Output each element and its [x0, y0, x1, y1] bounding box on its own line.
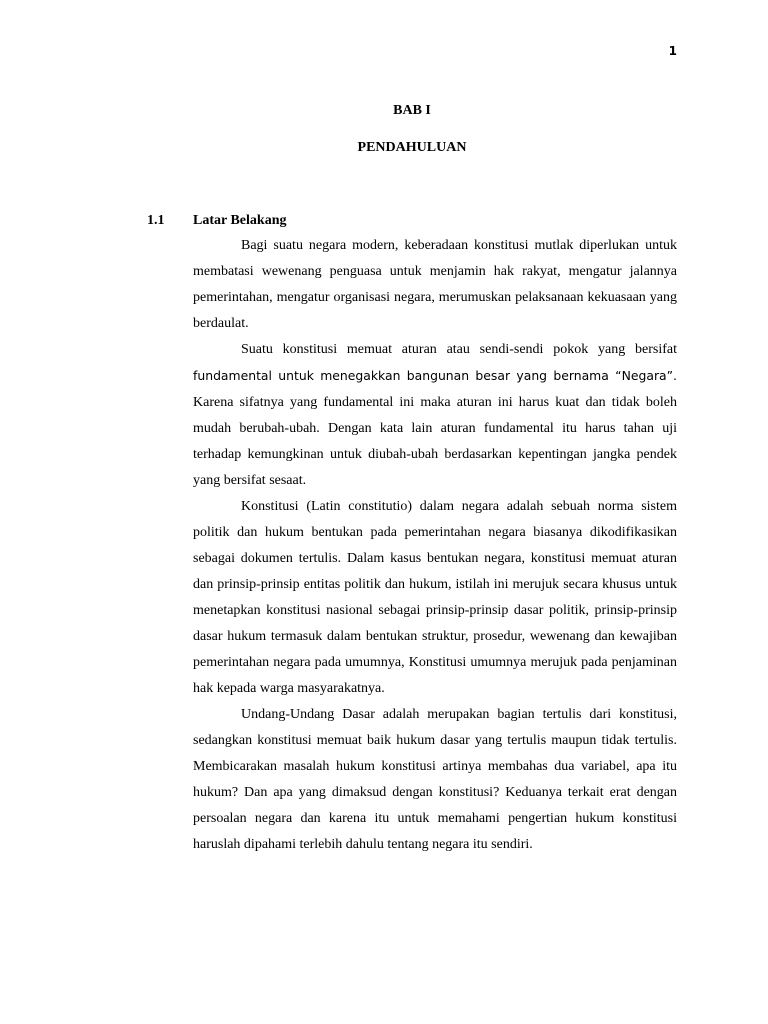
paragraph-4: Undang-Undang Dasar adalah merupakan bagian tertulis dari konstitusi, sedangkan konstitusi memuat baik hukum dasar yang tertulis maupun tidak tertulis. Membicarakan masalah hukum konstitusi artinya membahas dua variabel, apa itu hukum? Dan apa yang dimaksud dengan konstitusi? Keduanya terkait erat dengan persoalan negara dan karena itu untuk memahami pengertian hukum konstitusi haruslah dipahami terlebih dahulu tentang negara itu sendiri.	[193, 707, 677, 852]
body-text	[193, 233, 677, 858]
section-title: Latar Belakang	[193, 213, 287, 228]
chapter-title: PENDAHULUAN	[357, 140, 467, 155]
paragraph-1: Bagi suatu negara modern, keberadaan konstitusi mutlak diperlukan untuk membatasi wewenang penguasa untuk menjamin hak rakyat, mengatur jalannya pemerintahan, mengatur organisasi negara, merumuskan pelaksanaan kekuasaan yang berdaulat.	[193, 238, 677, 331]
paragraph-2-end: Karena sifatnya yang fundamental ini maka aturan ini harus kuat dan tidak boleh mudah berubah-ubah. Dengan kata lain aturan fundamental itu harus tahan uji terhadap kemungkinan untuk diubah-ubah berdasarkan kepentingan jangka pendek yang bersifat sesaat.	[193, 395, 677, 488]
paragraph-2-start: Suatu konstitusi memuat aturan atau sendi-sendi pokok yang bersifat	[241, 342, 677, 357]
section-number: 1.1	[147, 213, 165, 228]
section-heading	[147, 213, 677, 229]
paragraph-2-sans-fragment: fundamental untuk menegakkan bangunan besar yang bernama “Negara”.	[193, 368, 677, 383]
paragraph-2	[193, 337, 677, 494]
page-number: 1	[668, 44, 677, 58]
paragraph-3: Konstitusi (Latin constitutio) dalam negara adalah sebuah norma sistem politik dan hukum bentukan pada pemerintahan negara biasanya dikodifikasikan sebagai dokumen tertulis. Dalam kasus bentukan negara, konstitusi memuat aturan dan prinsip-prinsip entitas politik dan hukum, istilah ini merujuk secara khusus untuk menetapkan konstitusi nasional sebagai prinsip-prinsip dasar politik, prinsip-prinsip dasar hukum termasuk dalam bentukan struktur, prosedur, wewenang dan kewajiban pemerintahan negara pada umumnya, Konstitusi umumnya merujuk pada penjaminan hak kepada warga masyarakatnya.	[193, 499, 677, 696]
chapter-label: BAB I	[393, 103, 431, 118]
